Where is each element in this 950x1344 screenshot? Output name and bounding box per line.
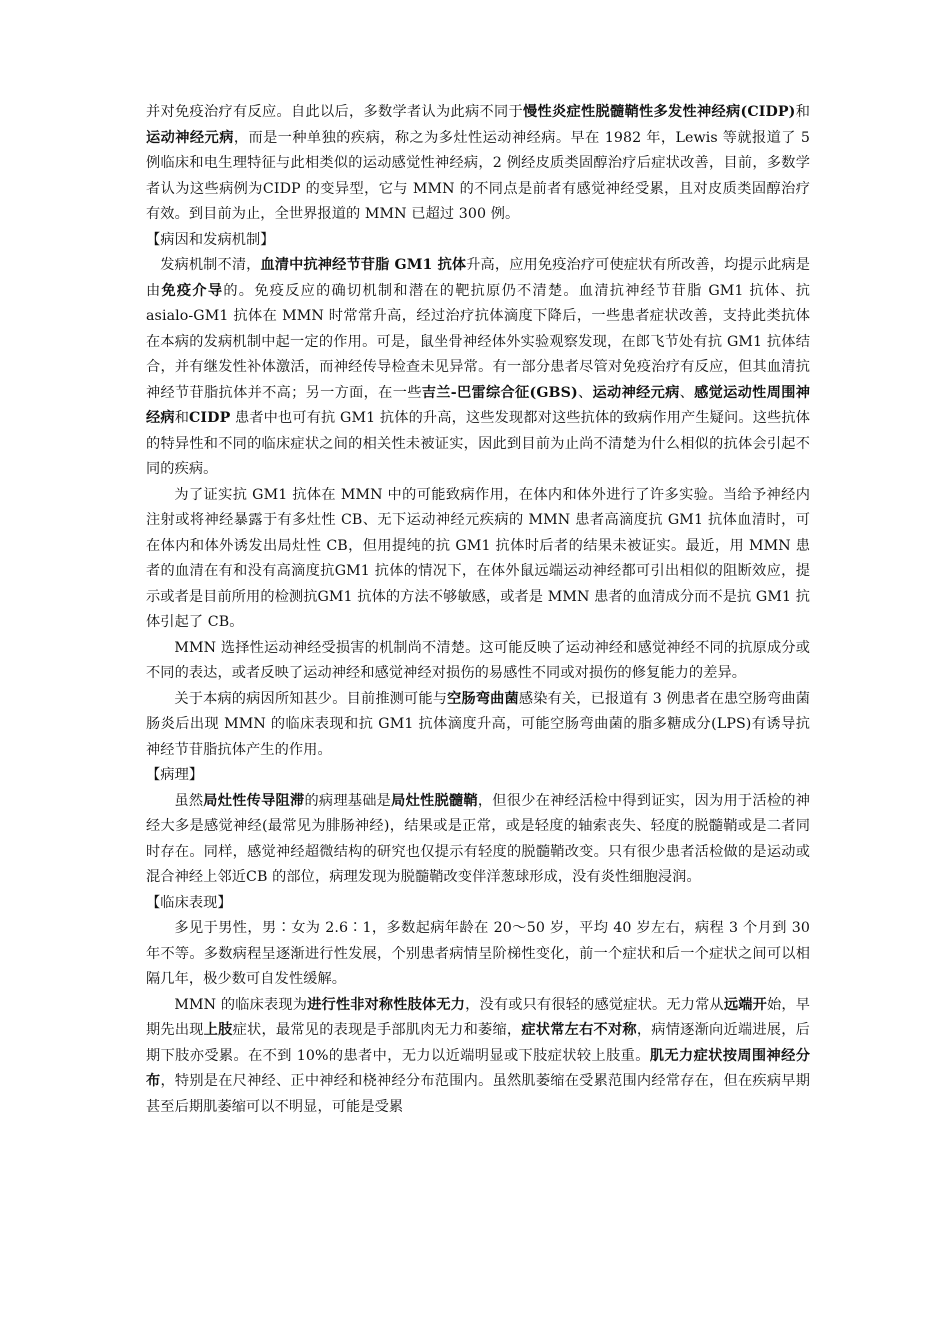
text-run: 始，早期先出现 — [146, 996, 810, 1038]
body-paragraph — [146, 993, 810, 1121]
text-run: MMN 的临床表现为 — [174, 996, 308, 1013]
document-page — [146, 100, 810, 1120]
text-run: 为了证实抗 GM1 抗体在 MMN 中的可能致病作用，在体内和体外进行了许多实验。当给予神经内注射或将神经暴露于有多灶性 CB、无下运动神经元疾病的 MMN 患者高滴度抗 GM1 抗体血清时，可在体内和体外诱发出局灶性 CB，但用提纯的抗 GM1 抗体时后者的结果未被证实。最近，用 MMN 患者的血清在有和没有高滴度抗GM1 抗体的情况下，在体外鼠远端运动神经都可引出相似的阻断效应，提示或者是目前所用的检测抗GM1 抗体的方法不够敏感，或者是 MMN 患者的血清成分而不是抗 GM1 抗体引起了 CB。 — [146, 486, 810, 630]
bold-term: 运动神经元病 — [146, 129, 234, 146]
text-run: 、 — [679, 384, 695, 401]
bold-term: 慢性炎症性脱髓鞘性多发性神经病(CIDP) — [523, 104, 796, 120]
text-run: 【临床表现】 — [146, 894, 232, 911]
text-run: 虽然 — [174, 792, 204, 809]
text-run: 和 — [795, 104, 810, 120]
body-paragraph — [146, 916, 810, 993]
text-run: 升高，应用免疫治疗可使症状有所改善，均提示此病是由 — [146, 257, 811, 299]
bold-term: 进行性非对称性肢体无力 — [307, 996, 466, 1013]
bold-term: 肌无力症状按周围神经分布 — [146, 1047, 810, 1089]
text-run: 多见于男性，男∶女为 2.6∶1，多数起病年龄在 20～50 岁，平均 40 岁左右，病程 3 个月到 30 年不等。多数病程呈逐渐进行性发展，个别患者病情呈阶梯性变化，前一个症状和后一个症状之间可以相隔几年，极少数可自发性缓解。 — [146, 920, 810, 987]
bold-term: 感觉运动性周围神经病 — [146, 384, 811, 426]
bold-term: 局灶性脱髓鞘 — [391, 792, 478, 809]
section-heading — [146, 763, 810, 789]
text-run: 的病理基础是 — [304, 792, 392, 809]
bold-term: 运动神经元病 — [592, 384, 680, 401]
text-run: MMN 选择性运动神经受损害的机制尚不清楚。这可能反映了运动神经和感觉神经不同的抗原成分或不同的表达，或者反映了运动神经和感觉神经对损伤的易感性不同或对损伤的修复能力的差异。 — [146, 639, 810, 681]
text-run: 症状，最常见的表现是手部肌肉无力和萎缩， — [232, 1022, 522, 1038]
text-run: 关于本病的病因所知甚少。目前推测可能与 — [174, 690, 448, 707]
bold-term: 吉兰-巴雷综合征(GBS) — [421, 384, 578, 401]
bold-term: 远端开 — [723, 996, 767, 1013]
bold-term: 免疫介导 — [161, 282, 224, 299]
section-heading — [146, 891, 810, 917]
body-paragraph — [146, 483, 810, 636]
body-paragraph — [146, 100, 810, 228]
section-heading — [146, 228, 810, 254]
body-paragraph — [146, 687, 810, 764]
bold-term: 血清中抗神经节苷脂 GM1 抗体 — [260, 257, 467, 273]
body-paragraph — [146, 253, 810, 483]
text-run: 并对免疫治疗有反应。自此以后，多数学者认为此病不同于 — [146, 104, 524, 120]
text-run: ，没有或只有很轻的感觉症状。无力常从 — [465, 996, 724, 1013]
text-run: ，特别是在尺神经、正中神经和桡神经分布范围内。虽然肌萎缩在受累范围内经常存在，但在疾病早期甚至后期肌萎缩可以不明显，可能是受累 — [146, 1073, 810, 1115]
text-run: 患者中也可有抗 GM1 抗体的升高，这些发现都对这些抗体的致病作用产生疑问。这些抗体的特异性和不同的临床症状之间的相关性未被证实，因此到目前为止尚不清楚为什么相似的抗体会引起不同的疾病。 — [146, 410, 811, 477]
text-run: 【病理】 — [146, 767, 204, 783]
text-run: 感染有关，已报道有 3 例患者在患空肠弯曲菌肠炎后出现 MMN 的临床表现和抗 GM1 抗体滴度升高，可能空肠弯曲菌的脂多糖成分(LPS)有诱导抗神经节苷脂抗体产生的作用。 — [146, 690, 810, 758]
bold-term: 上肢 — [203, 1022, 233, 1038]
text-run: 发病机制不清， — [160, 257, 261, 273]
body-paragraph — [146, 636, 810, 687]
text-run: 和 — [174, 410, 190, 426]
body-paragraph — [146, 789, 810, 891]
bold-term: CIDP — [189, 410, 231, 426]
bold-term: 局灶性传导阻滞 — [203, 792, 305, 809]
text-run: ，而是一种单独的疾病，称之为多灶性运动神经病。早在 1982 年，Lewis 等就报道了 5 例临床和电生理特征与此相类似的运动感觉性神经病，2 例经皮质类固醇治疗后症状改善，目前，多数学者认为这些病例为CIDP 的变异型，它与 MMN 的不同点是前者有感觉神经受累，且对皮质类固醇治疗有效。到目前为止，全世界报道的 MMN 已超过 300 例。 — [146, 129, 810, 222]
text-run: 【病因和发病机制】 — [146, 231, 275, 248]
text-run: ，病情逐渐向近端进展，后期下肢亦受累。在不到 10%的患者中，无力以近端明显或下肢症状较上肢重。 — [146, 1022, 810, 1064]
text-run: 、 — [577, 384, 593, 401]
bold-term: 症状常左右不对称 — [521, 1022, 637, 1038]
text-run: ，但很少在神经活检中得到证实，因为用于活检的神经大多是感觉神经(最常见为腓肠神经)，结果或是正常，或是轻度的轴索丧失、轻度的脱髓鞘或是二者同时存在。同样，感觉神经超微结构的研究也仅提示有轻度的脱髓鞘改变。只有很少患者活检做的是运动或混合神经上邻近CB 的部位，病理发现为脱髓鞘改变伴洋葱球形成，没有炎性细胞浸润。 — [146, 792, 810, 885]
text-run: 的。免疫反应的确切机制和潜在的靶抗原仍不清楚。血清抗神经节苷脂 GM1 抗体、抗 asialo-GM1 抗体在 MMN 时常常升高，经过治疗抗体滴度下降后，一些患者症状改善，支持此类抗体在本病的发病机制中起一定的作用。可是，鼠坐骨神经体外实验观察发现，在郎飞节处有抗 GM1 抗体结合，并有继发性补体激活，而神经传导检查未见异常。有一部分患者尽管对免疫治疗有反应，但其血清抗神经节苷脂抗体并不高；另一方面，在一些 — [146, 282, 810, 401]
bold-term: 空肠弯曲菌 — [447, 690, 519, 707]
